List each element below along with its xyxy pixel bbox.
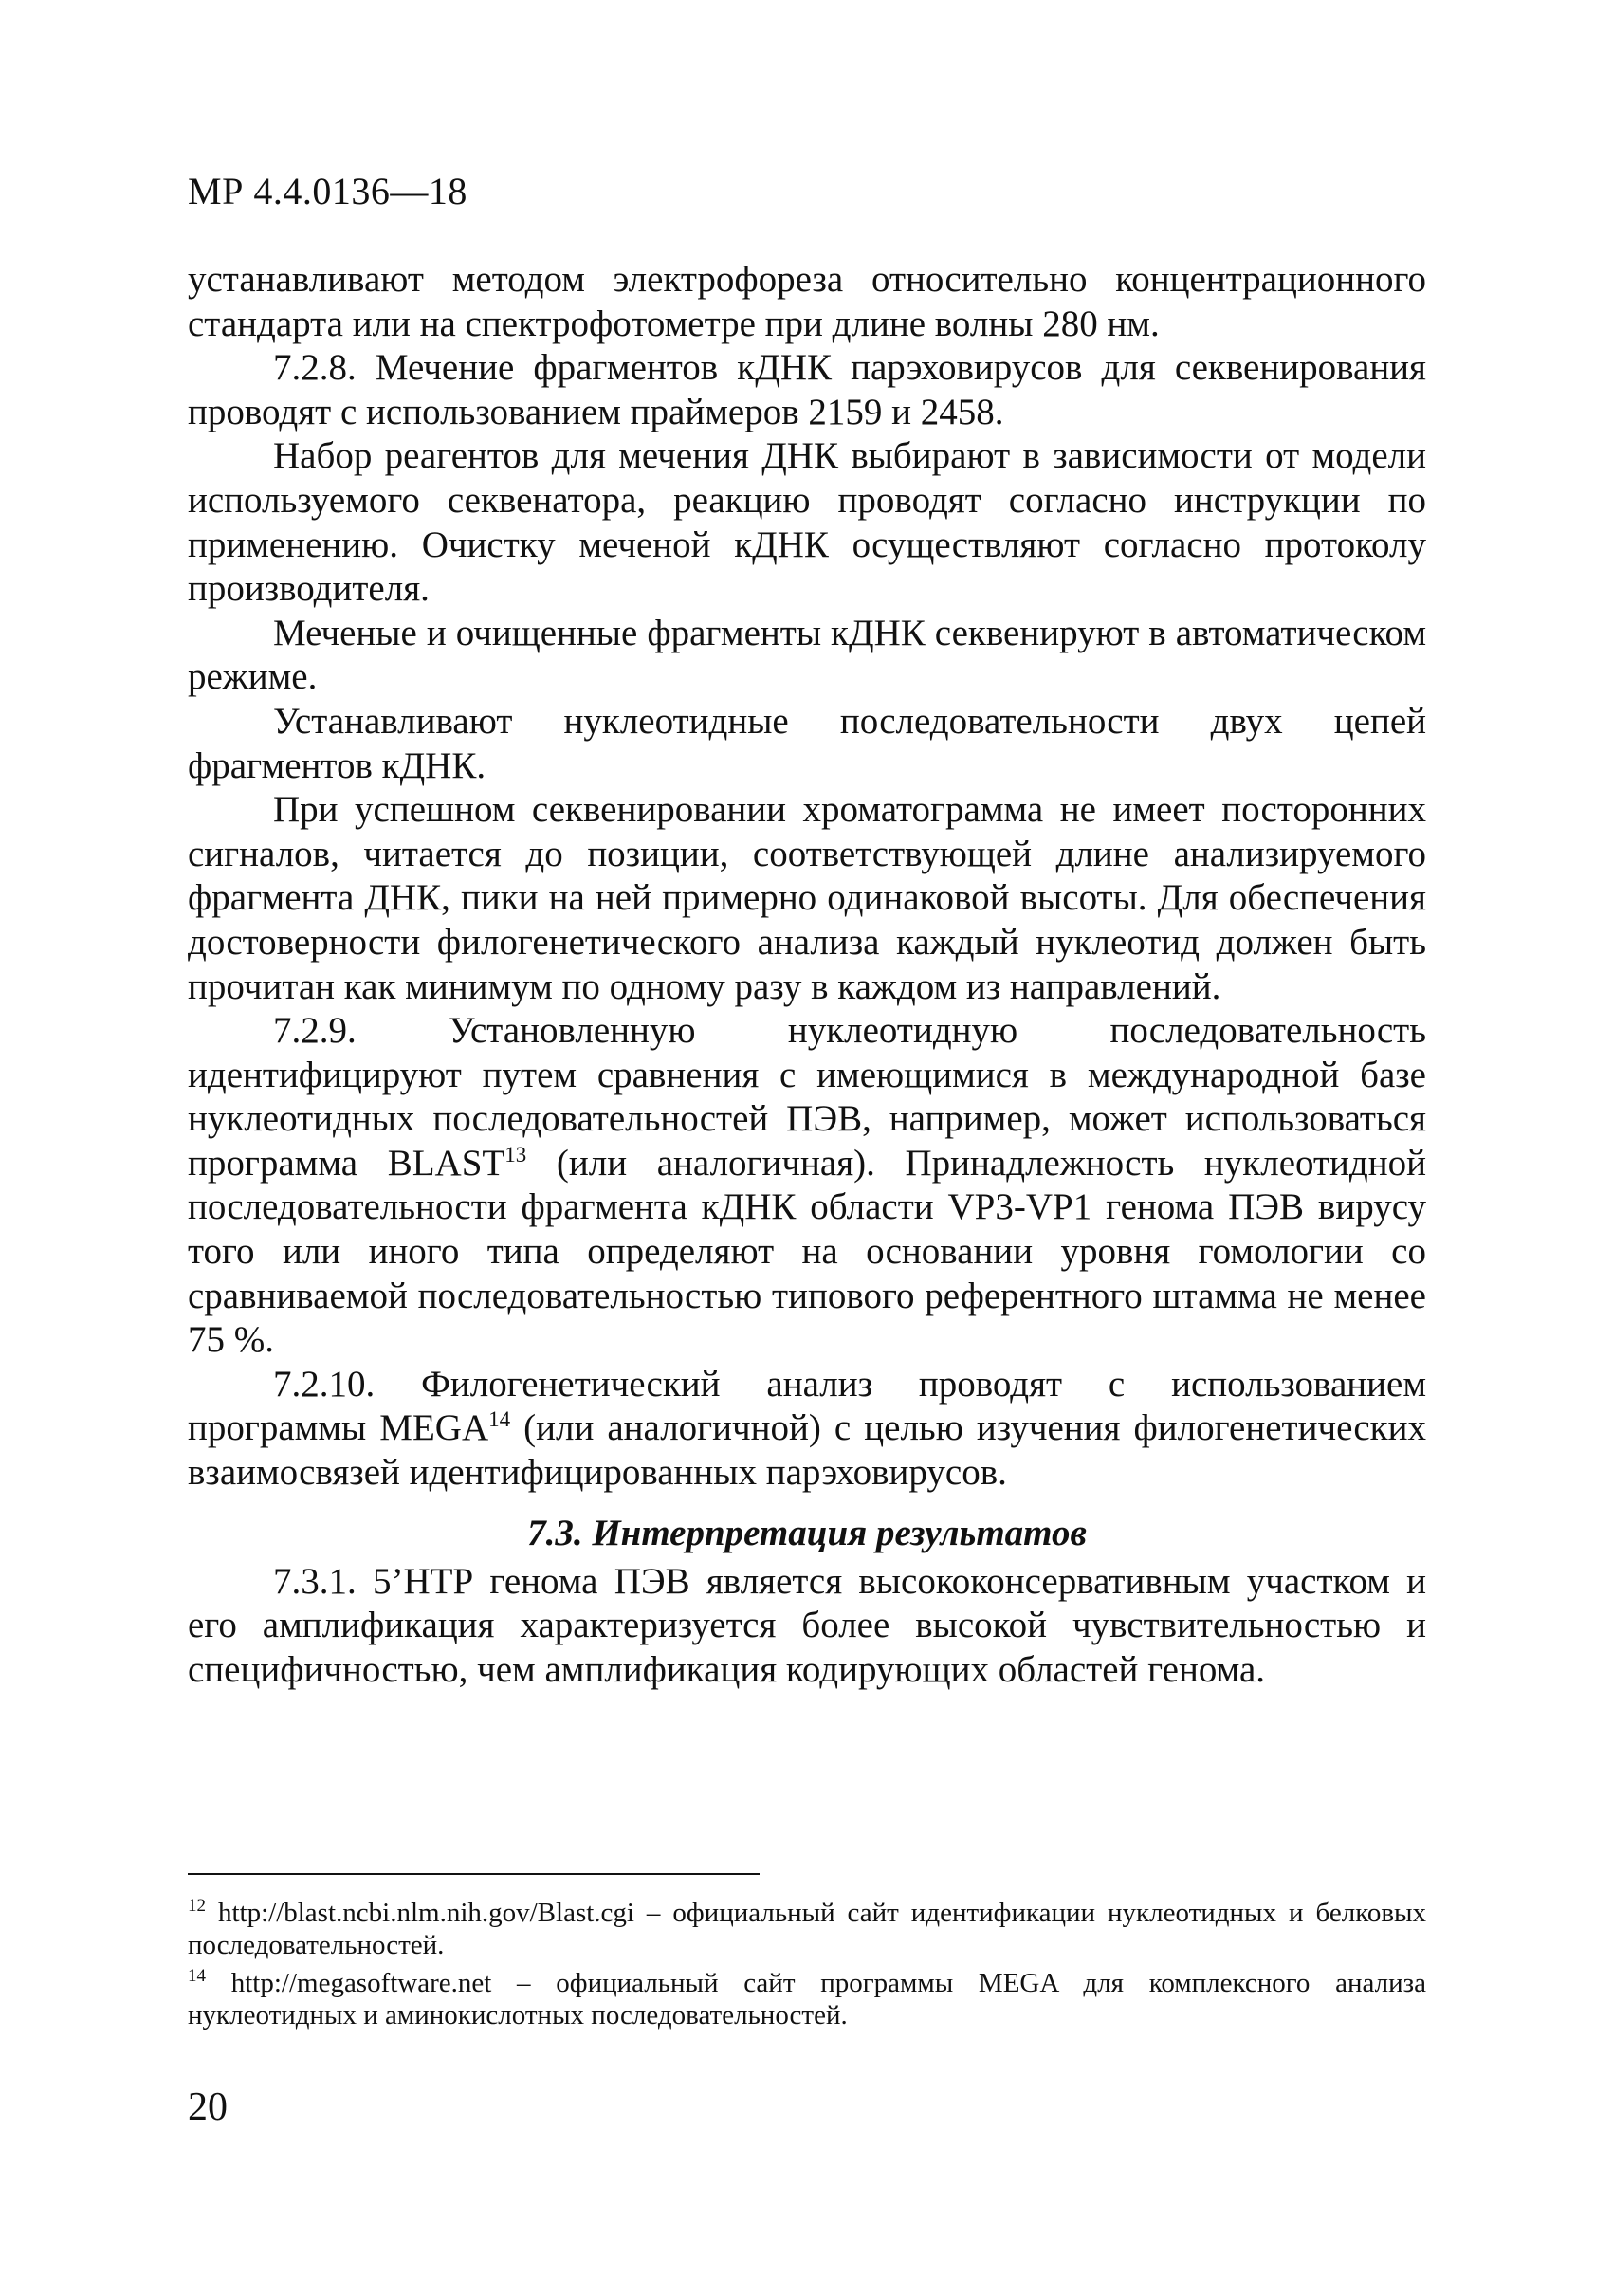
paragraph-7-2-8: 7.2.8. Мечение фрагментов кДНК парэховирусов для секвенирования проводят с использованием праймеров 2159 и 2458. <box>188 347 1426 432</box>
footnote-marker-12: 12 <box>188 1896 206 1916</box>
paragraph-continuation: устанавливают методом электрофореза относительно концентрационного стандарта или на спектрофотометре при длине волны 280 нм. <box>188 259 1426 344</box>
section-title-7-3: 7.3. Интерпретация результатов <box>527 1512 1087 1553</box>
paragraph-7-3-1: 7.3.1. 5’НТР генома ПЭВ является высококонсервативным участком и его амплификация характеризуется более высокой чувствительностью и специфичностью, чем амплификация кодирующих областей генома. <box>188 1560 1426 1690</box>
paragraph-reagents: Набор реагентов для мечения ДНК выбирают в зависимости от модели используемого секвенатора, реакцию проводят согласно инструкции по применению. Очистку меченой кДНК осуществляют согласно протоколу производителя. <box>188 435 1426 610</box>
paragraph-7-2-9-text: 7.2.9. Установленную нуклеотидную последовательность идентифицируют путем сравнения с имеющимися в международной базе нуклеотидных последовательностей ПЭВ, например, может использоваться программа BLAST <box>188 1010 1426 1184</box>
footnote-marker-14: 14 <box>188 1966 206 1986</box>
footnote-14 <box>188 1967 1426 2031</box>
paragraph-7-2-10-text-continued: (или аналогичной) с целью изучения филогенетических взаимосвязей идентифицированных парэховирусов. <box>188 1407 1426 1494</box>
paragraph-7-2-10 <box>188 1363 1426 1496</box>
footnote-14-text: http://megasoftware.net – официальный сайт программы MEGA для комплексного анализа нуклеотидных и аминокислотных последовательностей. <box>188 1968 1426 2030</box>
paragraph-chromatogram: При успешном секвенировании хроматограмма не имеет посторонних сигналов, читается до позиции, соответствующей длине анализируемого фрагмента ДНК, пики на ней примерно одинаковой высоты. Для обеспечения достоверности филогенетического анализа каждый нуклеотид должен быть прочитан как минимум по одному разу в каждом из направлений. <box>188 789 1426 1007</box>
paragraph-7-2-10-text: 7.2.10. Филогенетический анализ проводят с использованием программы MEGA <box>188 1363 1426 1449</box>
paragraph-automatic-sequencing: Меченые и очищенные фрагменты кДНК секвенируют в автоматическом режиме. <box>188 612 1426 698</box>
main-text <box>188 258 1426 1692</box>
footnote-12 <box>188 1897 1426 1961</box>
footnote-ref-13: 13 <box>504 1142 527 1166</box>
document-code: МР 4.4.0136—18 <box>188 170 467 212</box>
footnote-divider <box>188 1873 760 1875</box>
paragraph-two-chains: Устанавливают нуклеотидные последовательности двух цепей фрагментов кДНК. <box>188 700 1426 786</box>
paragraph-7-2-9-text-continued: (или аналогичная). Принадлежность нуклеотидной последовательности фрагмента кДНК области VP3-VP1 генома ПЭВ вирусу того или иного типа определяют на основании уровня гомологии со сравниваемой последовательностью типового референтного штамма не менее 75 %. <box>188 1142 1426 1361</box>
paragraph-7-2-9 <box>188 1009 1426 1363</box>
footnote-ref-14: 14 <box>488 1407 511 1432</box>
footnotes <box>188 1897 1426 2037</box>
footnote-12-text: http://blast.ncbi.nlm.nih.gov/Blast.cgi – официальный сайт идентификации нуклеотидных и белковых последовательностей. <box>188 1898 1426 1960</box>
page-number: 20 <box>188 2085 228 2129</box>
